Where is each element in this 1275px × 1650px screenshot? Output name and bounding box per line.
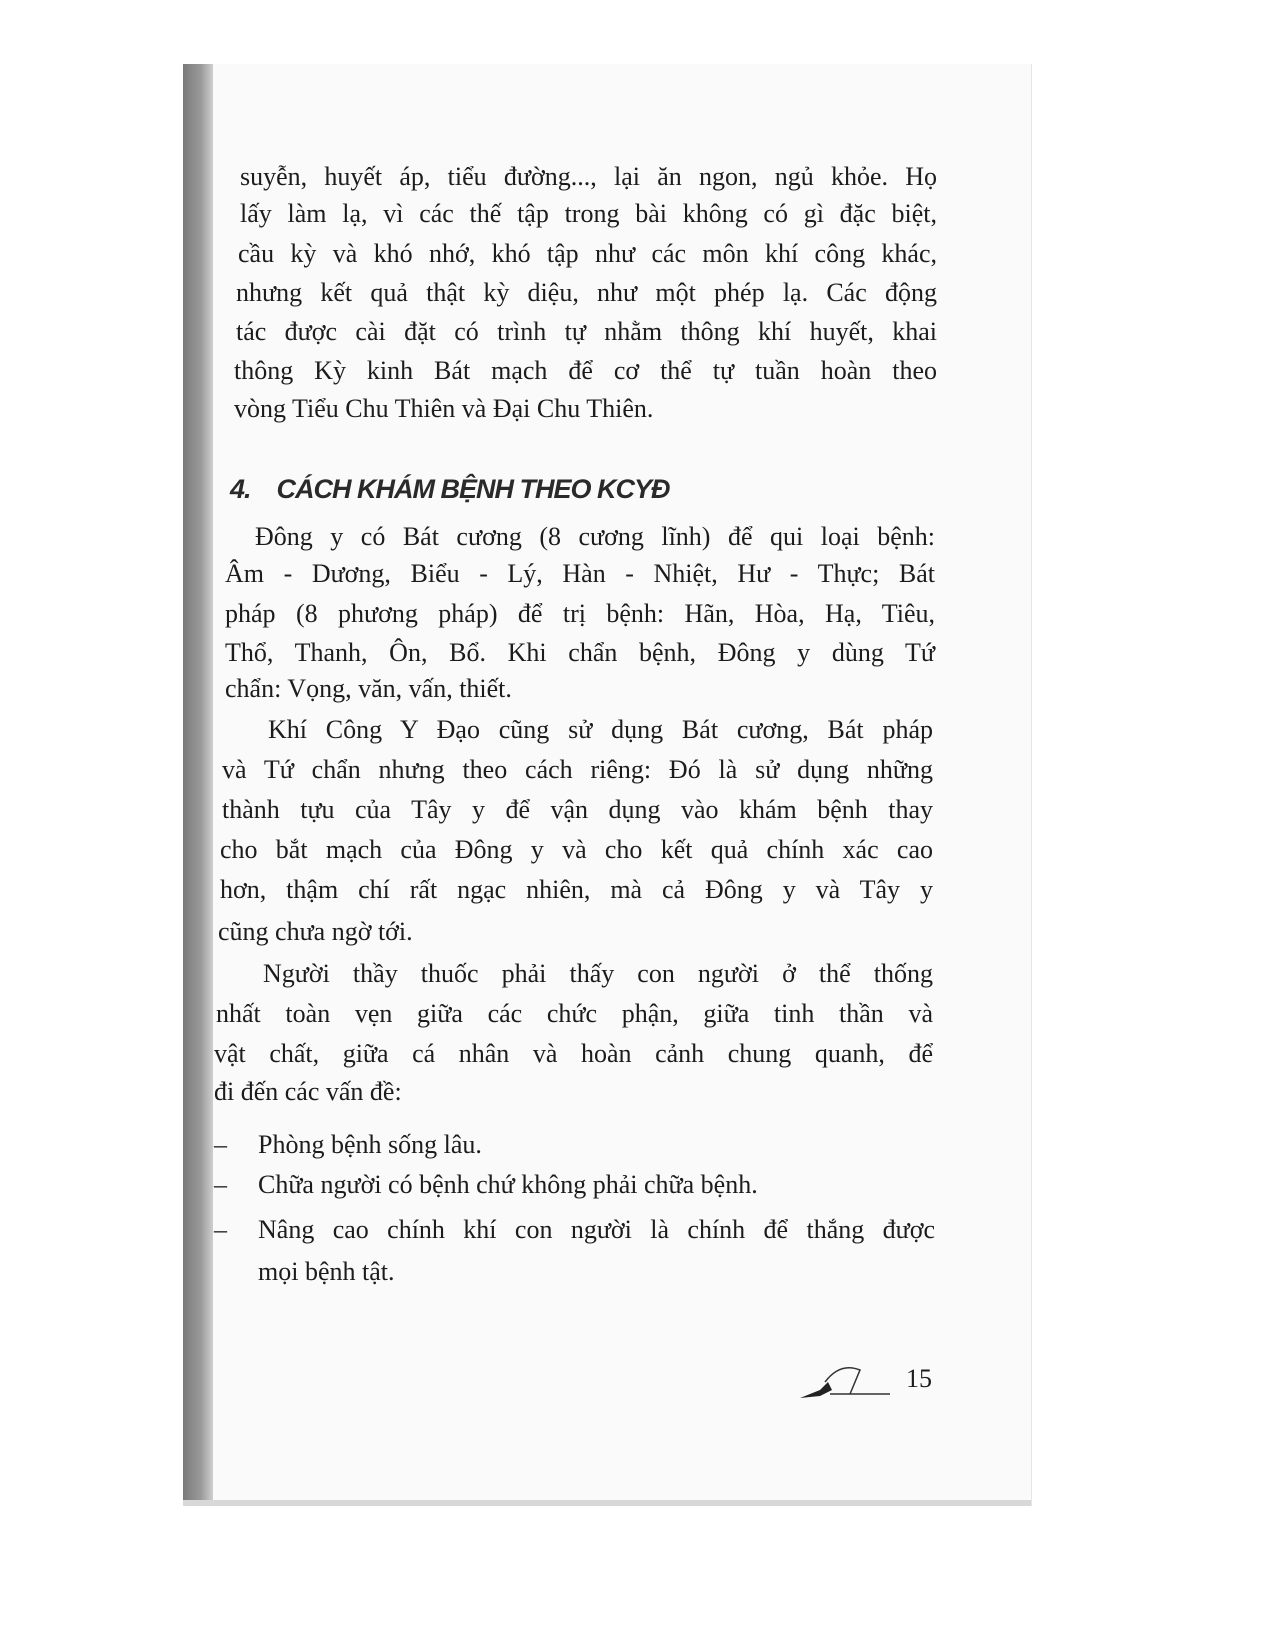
text-line: cầu kỳ và khó nhớ, khó tập như các môn khí công khác, bbox=[238, 239, 937, 268]
text-line: đi đến các vấn đề: bbox=[214, 1077, 402, 1106]
bullet-item-continuation: mọi bệnh tật. bbox=[258, 1257, 395, 1286]
bullet-item: Phòng bệnh sống lâu. bbox=[258, 1130, 482, 1159]
text-line: cũng chưa ngờ tới. bbox=[218, 917, 413, 946]
text-line: pháp (8 phương pháp) để trị bệnh: Hãn, Hòa, Hạ, Tiêu, bbox=[225, 599, 935, 628]
text-line: Khí Công Y Đạo cũng sử dụng Bát cương, Bát pháp bbox=[268, 715, 933, 744]
text-line: thành tựu của Tây y để vận dụng vào khám bệnh thay bbox=[222, 795, 933, 824]
text-line: Đông y có Bát cương (8 cương lĩnh) để qui loại bệnh: bbox=[255, 522, 935, 551]
bullet-item: Chữa người có bệnh chứ không phải chữa bệnh. bbox=[258, 1170, 758, 1199]
text-line: nhưng kết quả thật kỳ diệu, như một phép lạ. Các động bbox=[236, 278, 937, 307]
text-line: Thổ, Thanh, Ôn, Bổ. Khi chẩn bệnh, Đông y dùng Tứ bbox=[225, 638, 935, 667]
text-line: suyễn, huyết áp, tiểu đường..., lại ăn ngon, ngủ khỏe. Họ bbox=[240, 162, 937, 191]
bullet-item: Nâng cao chính khí con người là chính để thắng được bbox=[258, 1215, 935, 1244]
text-line: tác được cài đặt có trình tự nhằm thông khí huyết, khai bbox=[236, 317, 937, 346]
text-line: thông Kỳ kinh Bát mạch để cơ thể tự tuần hoàn theo bbox=[234, 356, 937, 385]
text-line: vòng Tiểu Chu Thiên và Đại Chu Thiên. bbox=[234, 394, 654, 423]
page-number: 15 bbox=[906, 1364, 932, 1393]
section-heading bbox=[230, 474, 670, 505]
section-number: 4. bbox=[230, 474, 251, 504]
page-binding-shadow bbox=[183, 64, 213, 1506]
text-line: lấy làm lạ, vì các thế tập trong bài không có gì đặc biệt, bbox=[240, 199, 937, 228]
bullet-dash: – bbox=[214, 1170, 227, 1199]
bullet-dash: – bbox=[214, 1215, 227, 1244]
text-line: nhất toàn vẹn giữa các chức phận, giữa tinh thần và bbox=[216, 999, 933, 1028]
section-title: CÁCH KHÁM BỆNH THEO KCYĐ bbox=[276, 474, 670, 504]
text-line: Âm - Dương, Biểu - Lý, Hàn - Nhiệt, Hư - Thực; Bát bbox=[225, 559, 935, 588]
text-line: Người thầy thuốc phải thấy con người ở thể thống bbox=[263, 959, 933, 988]
text-line: cho bắt mạch của Đông y và cho kết quả chính xác cao bbox=[220, 835, 933, 864]
text-line: chẩn: Vọng, văn, vấn, thiết. bbox=[225, 674, 512, 703]
text-line: vật chất, giữa cá nhân và hoàn cảnh chung quanh, để bbox=[214, 1039, 933, 1068]
text-line: hơn, thậm chí rất ngạc nhiên, mà cả Đông y và Tây y bbox=[220, 875, 933, 904]
bullet-dash: – bbox=[214, 1130, 227, 1159]
page-bottom-edge bbox=[183, 1500, 1031, 1506]
archer-ornament-icon bbox=[790, 1360, 900, 1410]
text-line: và Tứ chẩn nhưng theo cách riêng: Đó là sử dụng những bbox=[222, 755, 933, 784]
